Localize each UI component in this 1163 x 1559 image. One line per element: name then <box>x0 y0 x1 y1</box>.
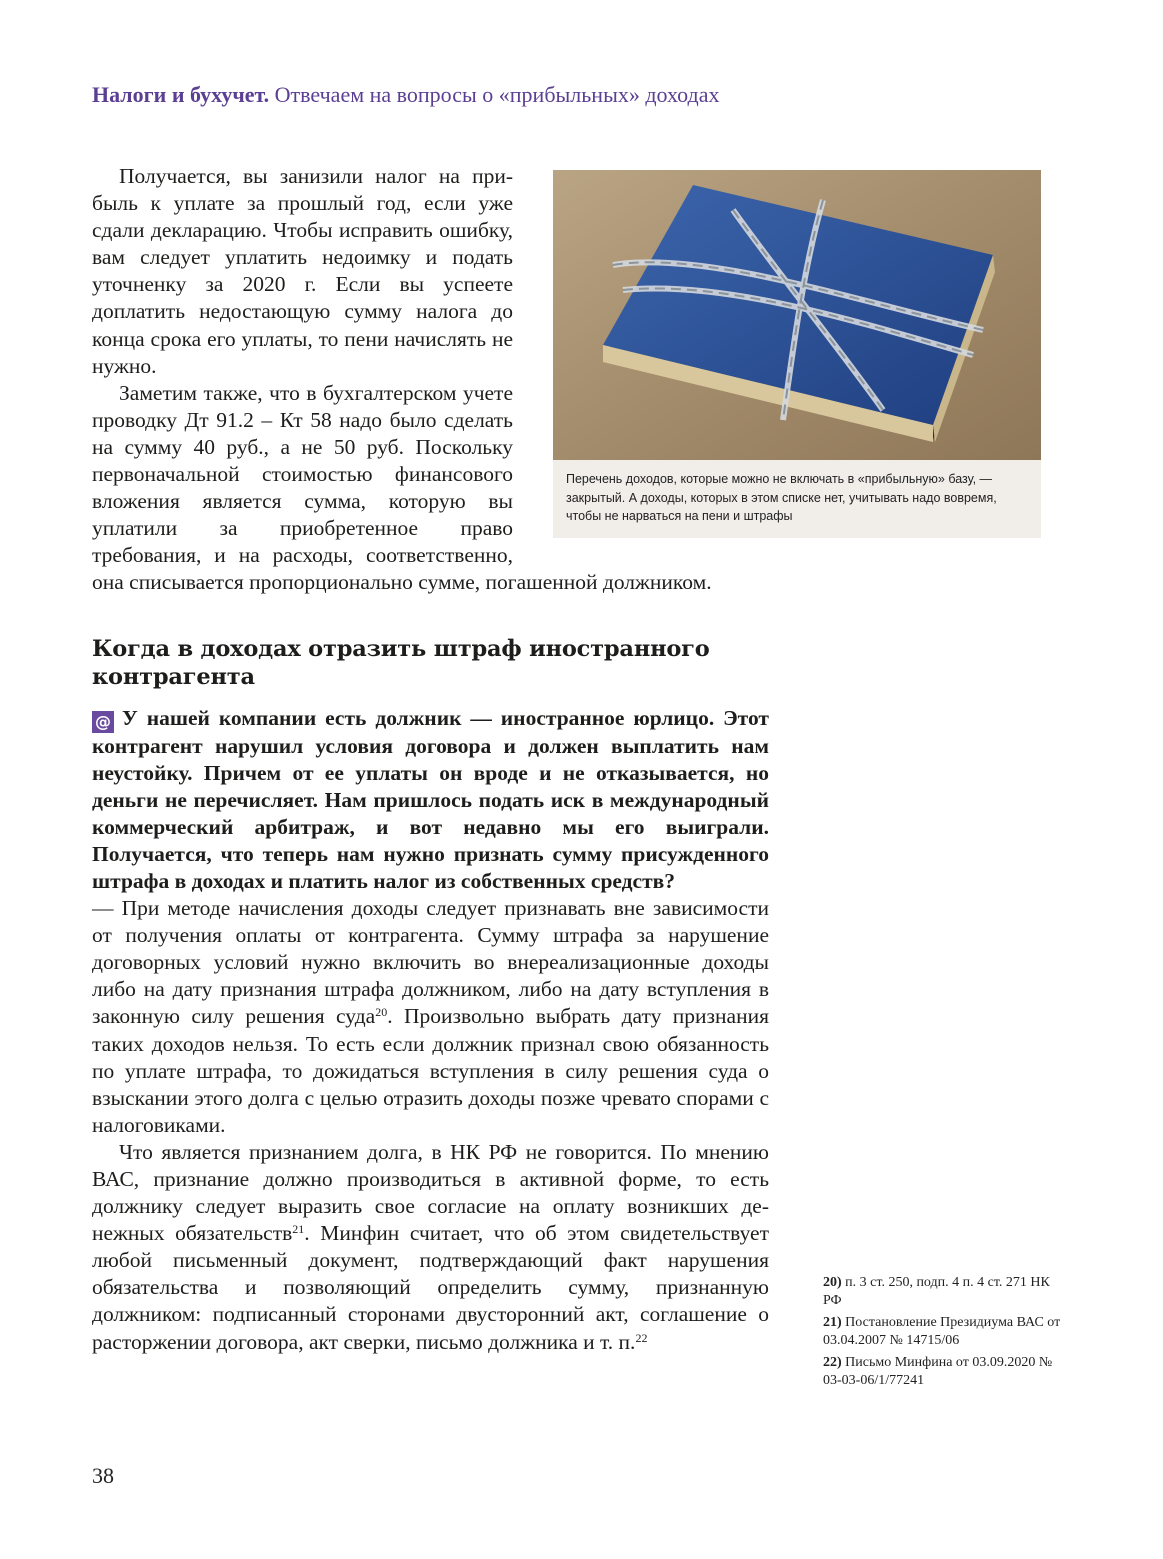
header-section: Налоги и бухучет. <box>92 82 270 107</box>
footnote <box>823 1274 1063 1310</box>
answer-text: . Произвольно выбрать дату признания таких доходов нельзя. То есть если должник признал свою обязанность по уплате штрафа, то дожидаться вступления в силу решения суда о взыскании этого долга с целью отразить доходы позже чревато спорами с налоговиками. <box>92 1004 769 1137</box>
figure <box>553 170 1041 538</box>
footnotes <box>823 1274 1063 1394</box>
footnote-number: 20) <box>823 1275 842 1290</box>
footnote-text: Постановление Президиума ВАС от 03.04.2007 № 14715/06 <box>823 1315 1061 1348</box>
paragraph: Получается, вы занизили налог на прибыль к уплате за прошлый год, если уже сдали декларацию. Чтобы исправить ошибку, вам следует уплатить недоимку и подать уточненку за 2020 г. Если вы успеете доплатить недостающую сумму налога до конца срока его уплаты, то пени начислять не нужно. <box>92 164 513 378</box>
footnote <box>823 1354 1063 1390</box>
footnote-ref: 22 <box>635 1330 648 1345</box>
question-text: У нашей компании есть должник — иностранное юрлицо. Этот контрагент нарушил условия договора и должен выплатить нам неустойку. Причем от ее уплаты он вроде и не отказывается, но деньги не перечисляет. Нам пришлось подать иск в международный коммерческий арбитраж, и вот недавно мы его выиграли. Получается, что теперь нам нужно признать сумму присужденного штрафа в доходах и платить налог из собственных средств? <box>92 705 769 893</box>
footnote-number: 21) <box>823 1315 842 1330</box>
paragraph: Заметим также, что в бухгалтерском учете проводку Дт 91.2 – Кт 58 надо было сделать на сумму 40 руб., а не 50 руб. Поскольку первоначальной стоимостью финансового вложения является сумма, которую вы уплатили за приобретенное право требования, и на расходы, соответственно, она списывается пропорционально сумме, погашенной должником. <box>92 380 712 595</box>
chained-book-photo <box>553 170 1041 460</box>
at-icon: @ <box>92 711 114 733</box>
section-heading: Когда в доходах отразить штраф иностранного контрагента <box>92 635 710 690</box>
footnote-ref: 20 <box>375 1005 388 1020</box>
answer-text: — При методе начисления доходы следует признавать вне зависимости от получения оплаты от контрагента. Сумму штрафа за нарушение договорных условий нужно включить во внереализационные доходы либо на дату признания штрафа должником, либо на дату вступления в законную силу решения суда <box>92 896 769 1029</box>
footnote-ref: 21 <box>292 1222 305 1237</box>
answer-paragraph <box>92 895 769 1139</box>
footnote-text: п. 3 ст. 250, подп. 4 п. 4 ст. 271 НК РФ <box>823 1275 1050 1308</box>
footnote-number: 22) <box>823 1355 842 1370</box>
reader-question <box>92 705 769 896</box>
header-title: Отвечаем на вопросы о «прибыльных» доходах <box>274 82 720 107</box>
paragraph-text: . Минфин считает, что об этом свидетельствует любой письменный документ, подтверждающий факт нарушения обязательства и позволяющий определить сумму, признанную должником: подписанный сторонами двусторонний акт, соглашение о расторжении договора, акт сверки, письмо должника и т. п. <box>92 1221 769 1354</box>
running-header <box>92 82 720 108</box>
paragraph <box>92 1139 769 1356</box>
paragraph-text: Что является признанием долга, в НК РФ не говорится. По мнению ВАС, признание должно производиться в активной форме, то есть должнику следует выразить свое согласие на оплату возникших денежных обязательств <box>92 1139 769 1246</box>
footnote-text: Письмо Минфина от 03.09.2020 № 03-03-06/1/77241 <box>823 1355 1053 1388</box>
page-number: 38 <box>92 1463 114 1488</box>
footnote <box>823 1314 1063 1350</box>
figure-caption: Перечень доходов, которые можно не включать в «прибыльную» базу, — закрытый. А доходы, которых в этом списке нет, учитывать надо вовремя, чтобы не нарваться на пени и штрафы <box>566 472 997 523</box>
